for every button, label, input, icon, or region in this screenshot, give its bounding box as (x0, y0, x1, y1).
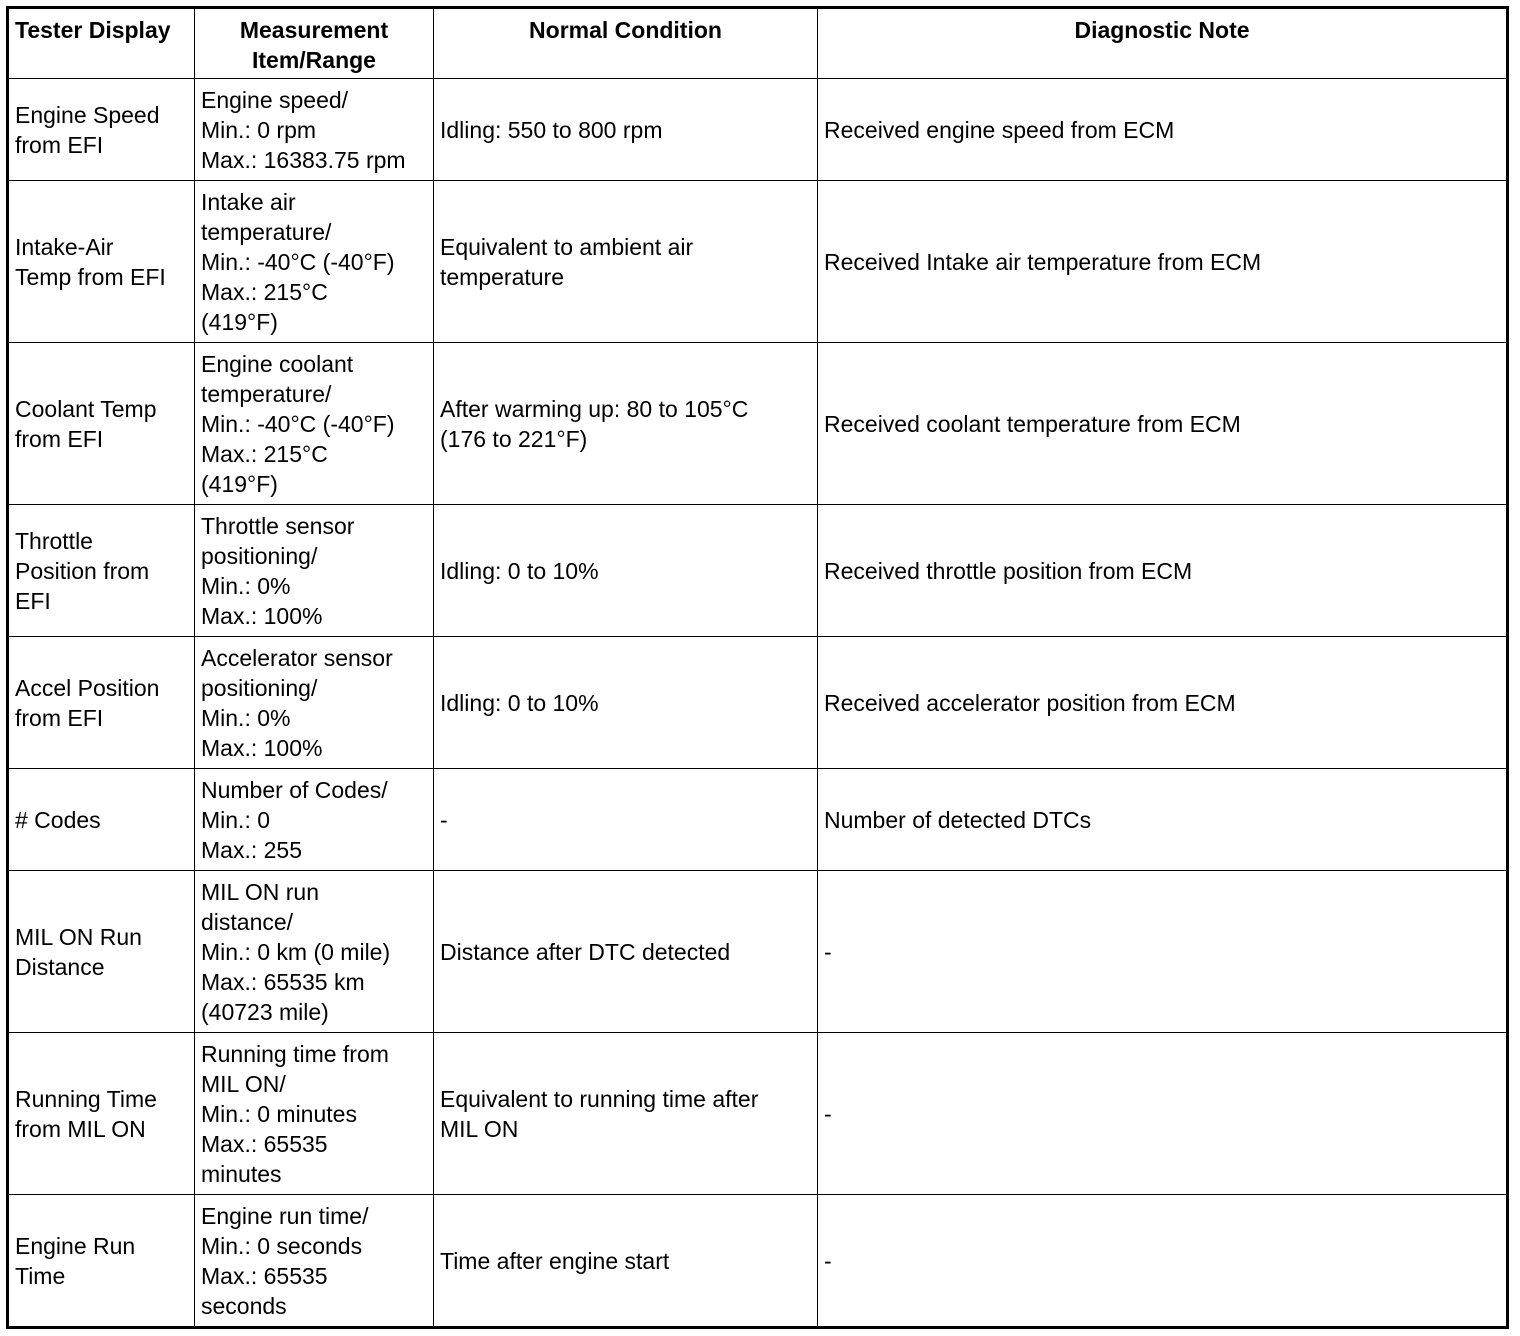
cell-diagnostic-note: Received coolant temperature from ECM (818, 343, 1508, 505)
cell-diagnostic-note: Received throttle position from ECM (818, 505, 1508, 637)
cell-normal-condition: Idling: 550 to 800 rpm (434, 79, 818, 181)
cell-diagnostic-note: Received engine speed from ECM (818, 79, 1508, 181)
cell-normal-condition: Distance after DTC detected (434, 871, 818, 1033)
cell-tester-display: Accel Position from EFI (8, 637, 195, 769)
cell-measurement: MIL ON run distance/ Min.: 0 km (0 mile) Max.: 65535 km (40723 mile) (195, 871, 434, 1033)
cell-diagnostic-note: Received Intake air temperature from ECM (818, 181, 1508, 343)
table-row (8, 343, 1508, 505)
cell-tester-display: MIL ON Run Distance (8, 871, 195, 1033)
cell-normal-condition: Equivalent to running time after MIL ON (434, 1033, 818, 1195)
cell-normal-condition: - (434, 769, 818, 871)
cell-measurement: Engine speed/ Min.: 0 rpm Max.: 16383.75 rpm (195, 79, 434, 181)
cell-measurement: Engine coolant temperature/ Min.: -40°C (-40°F) Max.: 215°C (419°F) (195, 343, 434, 505)
cell-measurement: Number of Codes/ Min.: 0 Max.: 255 (195, 769, 434, 871)
header-tester-display: Tester Display (8, 8, 195, 79)
header-normal-condition: Normal Condition (434, 8, 818, 79)
cell-normal-condition: Idling: 0 to 10% (434, 505, 818, 637)
cell-tester-display: Coolant Temp from EFI (8, 343, 195, 505)
cell-tester-display: Engine Run Time (8, 1195, 195, 1328)
cell-normal-condition: Idling: 0 to 10% (434, 637, 818, 769)
cell-tester-display: Intake-Air Temp from EFI (8, 181, 195, 343)
table-row (8, 769, 1508, 871)
cell-diagnostic-note: - (818, 1033, 1508, 1195)
cell-measurement: Running time from MIL ON/ Min.: 0 minutes Max.: 65535 minutes (195, 1033, 434, 1195)
cell-normal-condition: Equivalent to ambient air temperature (434, 181, 818, 343)
table-row (8, 871, 1508, 1033)
table-row (8, 181, 1508, 343)
table-row (8, 1033, 1508, 1195)
table-row (8, 637, 1508, 769)
cell-tester-display: Running Time from MIL ON (8, 1033, 195, 1195)
cell-normal-condition: Time after engine start (434, 1195, 818, 1328)
cell-diagnostic-note: - (818, 871, 1508, 1033)
cell-tester-display: Throttle Position from EFI (8, 505, 195, 637)
table-row (8, 1195, 1508, 1328)
table-row (8, 505, 1508, 637)
cell-diagnostic-note: Received accelerator position from ECM (818, 637, 1508, 769)
cell-measurement: Accelerator sensor positioning/ Min.: 0% Max.: 100% (195, 637, 434, 769)
cell-diagnostic-note: - (818, 1195, 1508, 1328)
cell-tester-display: # Codes (8, 769, 195, 871)
data-list-table (6, 6, 1509, 1329)
header-diagnostic-note: Diagnostic Note (818, 8, 1508, 79)
cell-measurement: Throttle sensor positioning/ Min.: 0% Max.: 100% (195, 505, 434, 637)
header-row (8, 8, 1508, 79)
header-measurement-item-range: Measurement Item/Range (195, 8, 434, 79)
cell-normal-condition: After warming up: 80 to 105°C (176 to 221°F) (434, 343, 818, 505)
cell-diagnostic-note: Number of detected DTCs (818, 769, 1508, 871)
cell-tester-display: Engine Speed from EFI (8, 79, 195, 181)
cell-measurement: Intake air temperature/ Min.: -40°C (-40°F) Max.: 215°C (419°F) (195, 181, 434, 343)
table-row (8, 79, 1508, 181)
cell-measurement: Engine run time/ Min.: 0 seconds Max.: 65535 seconds (195, 1195, 434, 1328)
